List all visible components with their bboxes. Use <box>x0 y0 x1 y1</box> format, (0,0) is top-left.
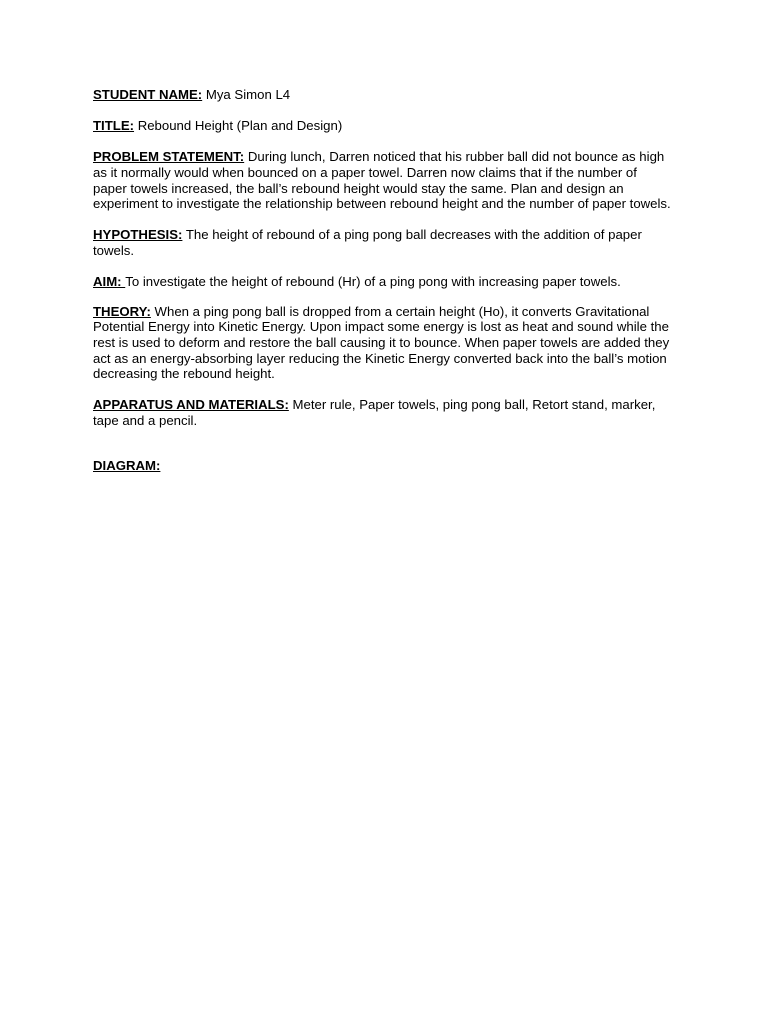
theory <box>93 304 673 382</box>
title-label: TITLE: <box>93 118 135 134</box>
apparatus-label: APPARATUS AND MATERIALS: <box>93 397 289 413</box>
student-name-label: STUDENT NAME: <box>93 87 203 102</box>
aim-text: To investigate the height of rebound (Hr) of a ping pong with increasing paper towels. <box>125 274 621 290</box>
student-name-value: Mya Simon L4 <box>202 87 291 102</box>
title-line <box>93 118 673 134</box>
hypothesis-label: HYPOTHESIS: <box>93 227 183 243</box>
student-name-line <box>93 87 673 103</box>
document-page <box>93 87 673 490</box>
hypothesis-text: The height of rebound of a ping pong ball decreases with the addition of paper towels. <box>93 227 642 258</box>
apparatus-text: Meter rule, Paper towels, ping pong ball, Retort stand, marker, tape and a pencil. <box>93 397 656 428</box>
theory-label: THEORY: <box>93 303 151 319</box>
theory-text: When a ping pong ball is dropped from a certain height (Ho), it converts Gravitational Potential Energy into Kinetic Energy. Upon impact some energy is lost as heat and sound while the rest is used to deform and restore the ball causing it to bounce. When paper towels are added they act as an energy-absorbing layer reducing the Kinetic Energy converted back into the ball’s motion decreasing the rebound height. <box>93 303 670 382</box>
problem-statement-label: PROBLEM STATEMENT: <box>93 149 245 165</box>
aim-label: AIM: <box>93 274 126 290</box>
hypothesis <box>93 227 673 258</box>
problem-statement <box>93 149 673 211</box>
title-value: Rebound Height (Plan and Design) <box>134 118 343 134</box>
aim <box>93 274 673 290</box>
diagram-label: DIAGRAM: <box>93 458 161 474</box>
apparatus-and-materials <box>93 397 673 428</box>
problem-statement-text: During lunch, Darren noticed that his rubber ball did not bounce as high as it normally would when bounced on a paper towel. Darren now claims that if the number of paper towels increased, the ball’s rebound height would stay the same. Plan and design an experiment to investigate the relationship between rebound height and the number of paper towels. <box>93 149 671 212</box>
diagram-heading <box>93 458 673 474</box>
